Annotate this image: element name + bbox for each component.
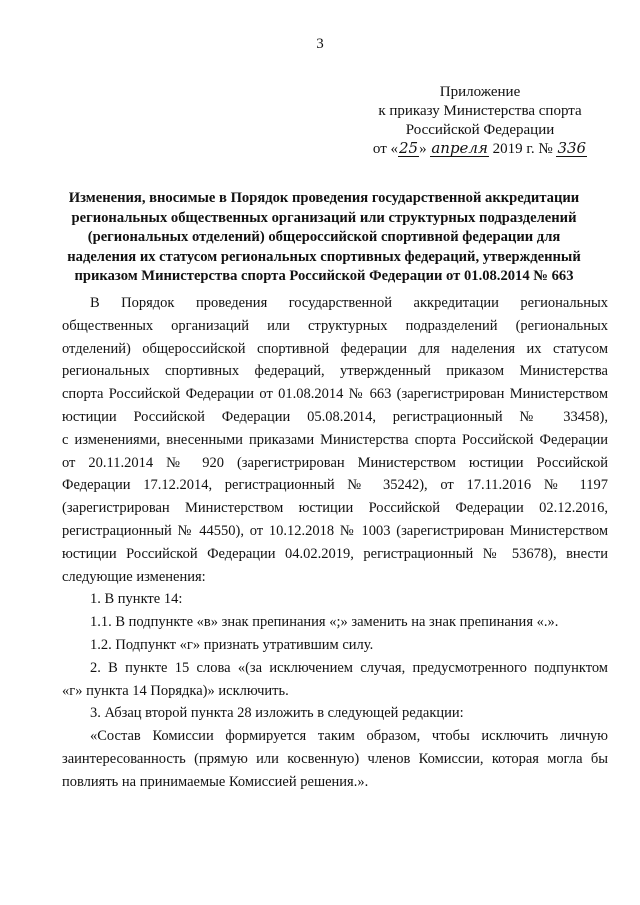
title-line: приказом Министерства спорта Российской Федерации от 01.08.2014 № 663 bbox=[74, 268, 574, 284]
appendix-date-line bbox=[350, 140, 610, 159]
paragraph-line: от 20.11.2014 № 920 (зарегистрирован Министерством юстиции Российской bbox=[62, 454, 608, 471]
paragraph-line: отделений) общероссийской спортивной федерации для наделения их статусом bbox=[62, 340, 608, 357]
page-number: 3 bbox=[316, 36, 324, 52]
paragraph-line: спорта Российской Федерации от 01.08.2014 № 663 (зарегистрирован Министерством bbox=[62, 386, 608, 403]
paragraph-line: (зарегистрирован Министерством юстиции Российской Федерации 02.12.2016, bbox=[62, 500, 608, 517]
handwritten-month: апреля bbox=[431, 139, 488, 157]
paragraph-line: регистрационный № 44550), от 10.12.2018 № 1003 (зарегистрирован Министерством bbox=[62, 522, 608, 539]
title-line: (региональных отделений) общероссийской спортивной федерации для bbox=[87, 229, 561, 245]
handwritten-day: 25 bbox=[399, 139, 419, 157]
item-1-2: 1.2. Подпункт «г» признать утратившим силу. bbox=[90, 636, 374, 653]
title-line: региональных общественных организаций или структурных подразделений bbox=[71, 209, 577, 226]
paragraph-line: следующие изменения: bbox=[62, 568, 206, 585]
item-1: 1. В пункте 14: bbox=[90, 591, 183, 608]
handwritten-order-number: 336 bbox=[557, 139, 587, 157]
title-line: наделения их статусом региональных спортивных федераций, утвержденный bbox=[67, 248, 581, 265]
date-prefix: от « bbox=[372, 141, 398, 157]
title-line: Изменения, вносимые в Порядок проведения государственной аккредитации bbox=[68, 190, 580, 206]
item-2-line: 2. В пункте 15 слова «(за исключением случая, предусмотренного подпунктом bbox=[90, 659, 608, 676]
appendix-header bbox=[350, 83, 610, 159]
paragraph-line: юстиции Российской Федерации 05.08.2014, регистрационный № 33458), bbox=[62, 408, 608, 425]
appendix-label: Приложение bbox=[439, 84, 521, 100]
document-body bbox=[62, 292, 608, 794]
paragraph-line: региональных спортивных федераций, утвержденный приказом Министерства bbox=[62, 363, 608, 380]
quote-line: заинтересованность (прямую или косвенную) членов Комиссии, которая могла бы bbox=[62, 750, 608, 767]
paragraph-line: общественных организаций или структурных подразделений (региональных bbox=[62, 317, 608, 334]
paragraph-line: с изменениями, внесенными приказами Министерства спорта Российской Федерации bbox=[62, 431, 608, 448]
quote-line: «Состав Комиссии формируется таким образом, чтобы исключить личную bbox=[90, 728, 608, 745]
appendix-order-ref: к приказу Министерства спорта bbox=[378, 103, 582, 119]
appendix-federation: Российской Федерации bbox=[405, 122, 555, 138]
paragraph-line: В Порядок проведения государственной аккредитации региональных bbox=[90, 295, 608, 311]
date-mid: » bbox=[419, 141, 427, 157]
date-year: 2019 г. № bbox=[492, 141, 553, 157]
paragraph-line: юстиции Российской Федерации 04.02.2019, регистрационный № 53678), внести bbox=[62, 545, 608, 562]
item-1-1: 1.1. В подпункте «в» знак препинания «;» заменить на знак препинания «.». bbox=[90, 614, 559, 631]
paragraph-line: Федерации 17.12.2014, регистрационный № 35242), от 17.11.2016 № 1197 bbox=[62, 477, 608, 494]
item-3: 3. Абзац второй пункта 28 изложить в следующей редакции: bbox=[90, 705, 464, 722]
quote-line: повлиять на принимаемые Комиссией решения.». bbox=[62, 773, 369, 790]
item-2-line: «г» пункта 14 Порядка)» исключить. bbox=[62, 682, 289, 699]
document-title bbox=[66, 189, 582, 287]
